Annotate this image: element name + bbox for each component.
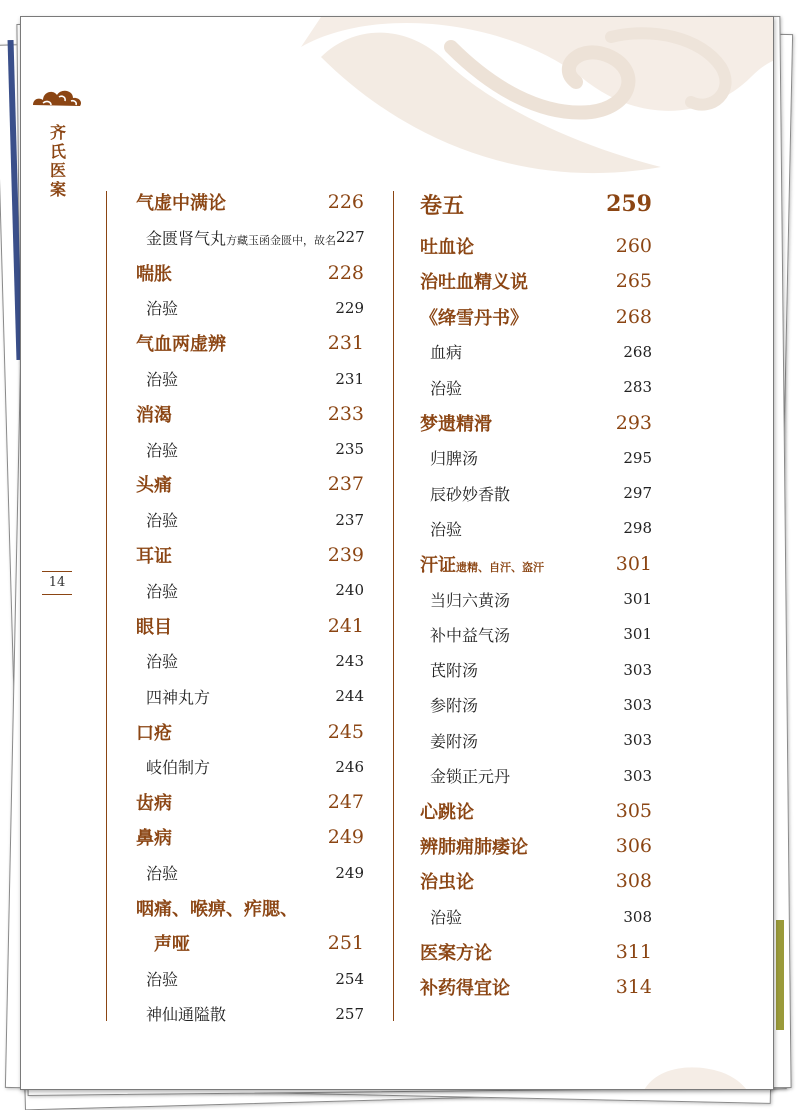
toc-entry-page: 268: [615, 305, 652, 328]
toc-entry[interactable]: [136, 328, 364, 358]
toc-entry-title: 治验: [146, 864, 179, 884]
toc-entry-title: 气血两虚辨: [136, 334, 226, 356]
toc-entry-title: 气虚中满论: [136, 193, 226, 214]
toc-entry[interactable]: [420, 902, 652, 932]
toc-entry-title: 头痛: [136, 475, 172, 497]
toc-entry-page: 303: [623, 766, 652, 785]
toc-entry-title: 治验: [430, 378, 463, 398]
toc-entry-title: 声哑: [154, 934, 190, 956]
toc-entry-title: 芪附汤: [430, 661, 479, 681]
cloud-pattern-decoration: [631, 1057, 751, 1090]
toc-entry[interactable]: [420, 513, 652, 543]
toc-entry[interactable]: [136, 893, 364, 923]
toc-entry[interactable]: [136, 575, 364, 605]
toc-entry-page: 314: [615, 976, 652, 999]
toc-entry-page: 303: [623, 695, 652, 714]
toc-entry[interactable]: [136, 258, 364, 288]
toc-entry[interactable]: [136, 364, 364, 394]
toc-entry-title: 喘胀: [136, 263, 172, 285]
toc-entry-title: 岐伯制方: [146, 758, 211, 778]
toc-entry[interactable]: [420, 549, 652, 579]
toc-entry-title: 治验: [146, 440, 179, 460]
toc-entry[interactable]: [136, 928, 364, 958]
toc-entry[interactable]: [420, 372, 652, 402]
toc-entry-title: 耳证: [136, 546, 172, 567]
page-number: 14: [42, 571, 72, 595]
toc-entry-title: 眼目: [136, 616, 172, 638]
toc-entry-title: 金匮肾气丸方藏玉函金匮中，故名: [146, 228, 337, 248]
toc-entry[interactable]: [420, 761, 652, 791]
toc-entry-title: 治验: [146, 299, 179, 319]
toc-entry-title: 卷五: [420, 192, 465, 219]
cloud-pattern-decoration: [281, 17, 774, 192]
toc-entry-page: 233: [327, 402, 364, 425]
toc-entry-page: 237: [327, 473, 364, 496]
toc-entry-title: 辨肺痈肺痿论: [420, 837, 528, 859]
toc-entry-page: 303: [623, 660, 652, 679]
toc-entry[interactable]: [420, 655, 652, 685]
toc-entry-page: 227: [336, 228, 365, 247]
toc-entry-page: 265: [615, 270, 652, 293]
toc-entry-title: 治吐血精义说: [420, 272, 528, 294]
toc-entry-page: 228: [327, 261, 364, 284]
toc-entry-title: 治验: [146, 511, 179, 531]
toc-entry-page: 306: [615, 835, 652, 858]
toc-entry-title: 吐血论: [420, 237, 474, 258]
toc-entry-page: 239: [327, 544, 364, 566]
toc-entry[interactable]: [136, 964, 364, 994]
toc-entry-title: 咽痛、喉痹、痄腮、: [136, 899, 298, 920]
toc-entry[interactable]: [420, 725, 652, 755]
toc-entry[interactable]: [420, 690, 652, 720]
toc-entry[interactable]: [420, 408, 652, 438]
toc-entry-page: 297: [623, 484, 652, 503]
toc-entry[interactable]: [420, 866, 652, 896]
toc-entry[interactable]: [420, 584, 652, 614]
toc-entry[interactable]: [420, 831, 652, 861]
toc-entry-page: 245: [327, 720, 364, 743]
toc-entry-title: 参附汤: [430, 696, 479, 716]
toc-entry-page: 247: [327, 791, 364, 814]
toc-entry[interactable]: [420, 266, 652, 296]
toc-entry-page: 237: [335, 510, 364, 529]
toc-entry[interactable]: [136, 469, 364, 499]
toc-entry-title: 治验: [146, 581, 179, 601]
column-divider: [393, 191, 394, 1021]
toc-entry[interactable]: [136, 187, 364, 217]
toc-entry-page: 251: [327, 932, 364, 955]
toc-entry-title: 治验: [146, 370, 179, 389]
toc-entry-page: 298: [623, 519, 652, 538]
toc-entry-title: 姜附汤: [430, 731, 479, 751]
toc-entry-title: 鼻病: [136, 828, 172, 850]
toc-entry-title: 归脾汤: [430, 449, 479, 469]
page-edge-decoration: [776, 920, 784, 1030]
toc-entry-page: 229: [335, 298, 364, 317]
book-page: [20, 16, 774, 1090]
toc-entry[interactable]: [136, 399, 364, 429]
toc-entry-page: 308: [623, 907, 652, 926]
toc-entry-page: 241: [327, 614, 364, 637]
toc-entry[interactable]: [136, 717, 364, 747]
toc-entry-page: 293: [615, 411, 652, 434]
book-title: 齐氏医案: [49, 123, 66, 199]
toc-entry-page: 231: [335, 369, 364, 388]
toc-entry-title: 辰砂妙香散: [430, 484, 511, 504]
toc-entry-title: 治验: [146, 970, 179, 990]
toc-entry[interactable]: [136, 858, 364, 888]
toc-entry-title: 齿病: [136, 793, 172, 815]
toc-entry-page: 259: [606, 191, 652, 217]
toc-entry-page: 240: [335, 581, 364, 600]
toc-entry-title: 《绛雪丹书》: [420, 307, 528, 329]
toc-entry-title: 心跳论: [420, 801, 474, 823]
toc-entry-page: 244: [335, 687, 364, 706]
toc-entry-page: 249: [335, 863, 364, 882]
toc-entry-page: 243: [335, 651, 364, 670]
toc-entry-title: 血病: [430, 343, 463, 363]
toc-entry[interactable]: [136, 434, 364, 464]
toc-entry-title: 金锁正元丹: [430, 767, 511, 786]
toc-entry-title: 治验: [146, 652, 179, 672]
toc-entry[interactable]: [136, 646, 364, 676]
toc-entry[interactable]: [420, 796, 652, 826]
toc-entry-page: 301: [623, 590, 652, 608]
toc-entry-page: 303: [623, 731, 652, 750]
toc-entry-note: 方藏玉函金匮中，故名: [226, 233, 337, 247]
toc-entry[interactable]: [420, 337, 652, 367]
toc-entry[interactable]: [420, 443, 652, 473]
toc-entry-page: 308: [615, 870, 652, 893]
toc-entry-title: 补中益气汤: [430, 625, 511, 645]
toc-entry-note: 遗精、自汗、盗汗: [456, 560, 544, 574]
toc-entry-title: 治验: [430, 908, 463, 928]
toc-entry[interactable]: [136, 822, 364, 852]
toc-entry-page: 246: [335, 757, 364, 776]
toc-entry[interactable]: [136, 293, 364, 323]
toc-entry-title: 神仙通隘散: [146, 1005, 227, 1025]
toc-entry-page: 257: [335, 1004, 364, 1023]
toc-entry-page: 305: [615, 799, 652, 822]
toc-entry[interactable]: [136, 505, 364, 535]
toc-entry[interactable]: [136, 999, 364, 1029]
toc-entry-title: 消渴: [136, 404, 172, 426]
toc-entry[interactable]: [136, 681, 364, 711]
toc-entry[interactable]: [136, 752, 364, 782]
toc-entry-page: 249: [327, 826, 364, 849]
toc-entry-page: 226: [327, 191, 364, 213]
auspicious-cloud-icon: [29, 83, 85, 113]
toc-entry-title: 口疮: [136, 722, 172, 744]
toc-entry[interactable]: [420, 972, 652, 1002]
toc-entry-title: 汗证遗精、自汗、盗汗: [420, 554, 544, 576]
toc-entry-page: 283: [623, 378, 652, 397]
toc-entry[interactable]: [420, 937, 652, 967]
toc-entry[interactable]: [420, 187, 652, 221]
toc-entry-page: 260: [615, 235, 652, 257]
toc-entry-title: 治虫论: [420, 872, 474, 894]
toc-entry-page: 311: [615, 941, 652, 963]
toc-entry[interactable]: [136, 787, 364, 817]
toc-entry[interactable]: [420, 231, 652, 261]
toc-entry-page: 301: [615, 552, 652, 575]
toc-entry-title: 当归六黄汤: [430, 590, 511, 610]
toc-entry-page: 295: [623, 448, 652, 467]
toc-entry-title: 医案方论: [420, 943, 492, 964]
toc-entry-page: 268: [623, 342, 652, 361]
toc-entry[interactable]: [136, 611, 364, 641]
toc-entry[interactable]: [420, 478, 652, 508]
toc-entry-page: 231: [327, 332, 364, 355]
toc-entry-title: 补药得宜论: [420, 978, 510, 1000]
toc-entry[interactable]: [420, 302, 652, 332]
toc-entry-page: 301: [623, 625, 652, 644]
toc-entry-page: 235: [335, 440, 364, 459]
toc-entry-title: 四神丸方: [146, 687, 211, 707]
toc-entry-title: 梦遗精滑: [420, 413, 492, 435]
toc-entry[interactable]: [136, 222, 364, 252]
toc-entry-title: 治验: [430, 519, 463, 539]
column-divider: [106, 191, 107, 1021]
toc-entry[interactable]: [136, 540, 364, 570]
toc-entry[interactable]: [420, 619, 652, 649]
toc-entry-page: 254: [335, 969, 364, 988]
